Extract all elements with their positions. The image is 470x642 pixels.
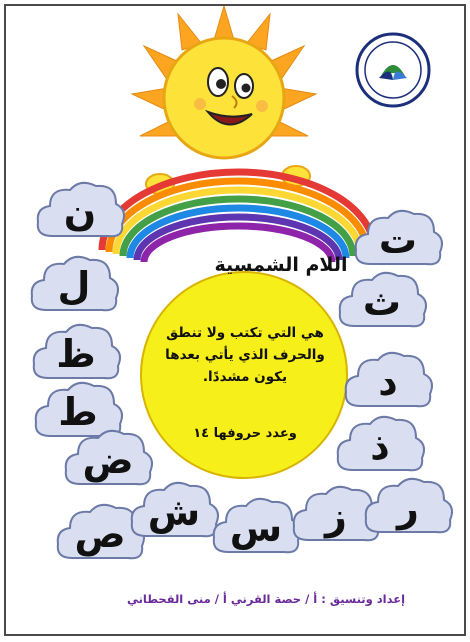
letter-cloud	[352, 206, 444, 274]
letter-label: ث	[362, 280, 402, 324]
letter-label: ت	[378, 218, 418, 262]
letter-label: ص	[74, 512, 126, 556]
letter-label: ر	[397, 486, 419, 530]
letter-label: ض	[82, 438, 134, 482]
letter-label: ز	[325, 494, 347, 538]
letters-count-text: وعدد حروفها ١٤	[193, 426, 297, 441]
letter-label: د	[378, 360, 398, 404]
letter-cloud	[210, 494, 302, 562]
definition-text: هي التي تكتب ولا تنطق والحرف الذي يأتي بعدها يكون مشددًا.	[165, 325, 325, 385]
letter-cloud	[28, 252, 120, 320]
letter-cloud	[334, 412, 426, 480]
credits-line: إعداد وتنسيق : أ / حصة القرني أ / منى القحطاني	[126, 592, 406, 606]
letter-cloud	[128, 478, 220, 546]
letter-label: ذ	[370, 424, 390, 468]
letter-label: ن	[63, 190, 97, 234]
letter-cloud	[336, 268, 428, 336]
letter-cloud	[342, 348, 434, 416]
worksheet-page	[4, 4, 466, 636]
letter-label: ل	[57, 264, 91, 308]
letter-cloud	[362, 474, 454, 542]
letter-label: ش	[147, 490, 201, 534]
letter-label: س	[229, 506, 283, 550]
letter-label: ظ	[56, 332, 96, 376]
letter-label: ط	[58, 390, 98, 434]
page-title: اللام الشمسية	[214, 254, 348, 276]
letter-cloud	[34, 178, 126, 246]
